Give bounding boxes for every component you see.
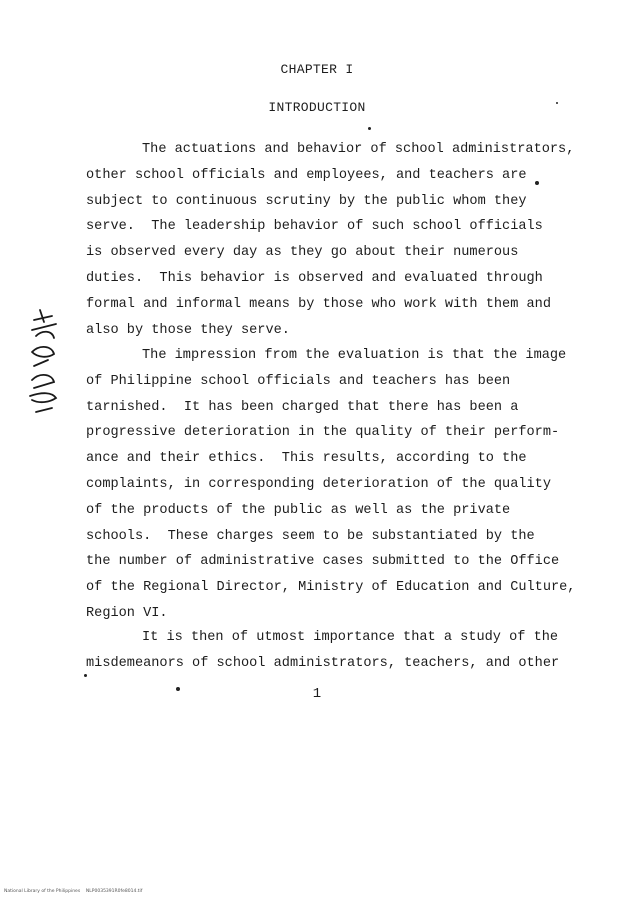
text-line: tarnished. It has been charged that there has been a: [86, 399, 519, 415]
paragraph-1: [86, 137, 574, 343]
scan-speck: [368, 127, 371, 130]
footer-source: National Library of the Philippines NLP0035391R0fe8014.tif: [4, 889, 143, 894]
scan-speck: [556, 102, 558, 104]
text-line: schools. These charges seem to be substantiated by the: [86, 528, 535, 544]
section-heading: INTRODUCTION: [268, 100, 366, 115]
text-line: also by those they serve.: [86, 322, 290, 338]
text-line: It is then of utmost importance that a study of the: [142, 630, 559, 645]
text-line: is observed every day as they go about their numerous: [86, 245, 519, 261]
text-line: formal and informal means by those who work with them and: [86, 296, 551, 312]
text-line: serve. The leadership behavior of such school officials: [86, 219, 543, 235]
scan-speck: [84, 674, 87, 677]
text-line: ance and their ethics. This results, according to the: [86, 451, 527, 467]
text-line: of the Regional Director, Ministry of Education and Culture,: [86, 580, 576, 596]
text-line: The impression from the evaluation is that the image: [142, 348, 567, 363]
handwritten-margin-note: [22, 300, 66, 420]
text-line: The actuations and behavior of school administrators,: [142, 142, 575, 157]
paragraph-2: [86, 343, 575, 627]
handwriting-icon: [22, 300, 66, 420]
text-line: misdemeanors of school administrators, teachers, and other: [86, 655, 560, 671]
scan-speck: [176, 687, 180, 691]
text-line: progressive deterioration in the quality of their perform-: [86, 425, 560, 441]
text-line: complaints, in corresponding deterioration of the quality: [86, 476, 551, 492]
text-line: the number of administrative cases submitted to the Office: [86, 554, 560, 570]
text-line: Region VI.: [86, 605, 168, 621]
page-number: 1: [312, 686, 322, 702]
chapter-title: CHAPTER I: [280, 62, 354, 77]
text-line: of the products of the public as well as the private: [86, 502, 511, 518]
scan-speck: [535, 181, 539, 185]
text-line: subject to continuous scrutiny by the public whom they: [86, 193, 527, 209]
text-line: of Philippine school officials and teachers has been: [86, 373, 511, 389]
text-line: duties. This behavior is observed and evaluated through: [86, 270, 543, 286]
paragraph-3: [86, 625, 559, 677]
text-line: other school officials and employees, and teachers are: [86, 167, 527, 183]
